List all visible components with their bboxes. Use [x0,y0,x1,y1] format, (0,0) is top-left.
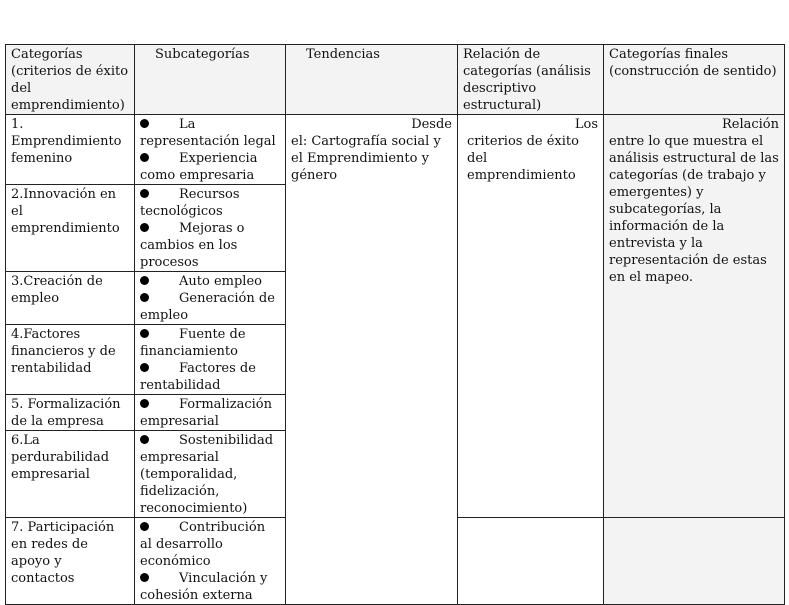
bullet-icon [140,189,149,198]
bullet-icon [140,399,149,408]
subcategory-item: Vinculación y cohesión externa [140,571,268,603]
category-cell: 5. Formalización de la empresa [6,395,135,431]
subcategory-item: Sostenibilidad empresarial (temporalidad, fidelización, reconocimiento) [140,433,274,516]
subcategory-cell [135,325,286,395]
subcategory-item: Factores de rentabilidad [140,361,256,393]
table-row [6,115,785,185]
relacion-lead: Los [574,117,598,132]
subcategory-cell [135,115,286,185]
bullet-icon [140,276,149,285]
bullet-icon [140,223,149,232]
bullet-icon [140,293,149,302]
subcategory-item: Fuente de financiamiento [140,327,246,359]
header-tendencias: Tendencias [286,45,458,115]
subcategory-item: Formalización empresarial [140,397,272,429]
subcategory-cell [135,395,286,431]
subcategory-item: Generación de empleo [140,291,275,323]
subcategory-item: Contribución al desarrollo económico [140,520,266,569]
tendencias-text: el: Cartografía social y el Emprendimiento y género [291,134,441,183]
bullet-icon [140,435,149,444]
category-cell: 6.La perdurabilidad empresarial [6,431,135,518]
bullet-icon [140,119,149,128]
finales-empty-cell [604,518,785,605]
header-row [6,45,785,115]
subcategory-cell [135,431,286,518]
bullet-icon [140,573,149,582]
category-cell: 1. Emprendimiento femenino [6,115,135,185]
subcategory-item: Experiencia como empresaria [140,151,258,183]
header-relacion: Relación de categorías (análisis descriptivo estructural) [458,45,604,115]
category-cell: 4.Factores financieros y de rentabilidad [6,325,135,395]
bullet-icon [140,153,149,162]
bullet-icon [140,522,149,531]
subcategory-item: Mejoras o cambios en los procesos [140,221,245,270]
subcategory-cell [135,272,286,325]
bullet-icon [140,363,149,372]
category-cell: 2.Innovación en el emprendimiento [6,185,135,272]
header-subcategorias: Subcategorías [135,45,286,115]
subcategory-cell [135,518,286,605]
relacion-empty-cell [458,518,604,605]
tendencias-lead: Desde [411,117,452,132]
relacion-text: criterios de éxito del emprendimiento [467,134,579,183]
bullet-icon [140,329,149,338]
finales-text: entre lo que muestra el análisis estructural de las categorías (de trabajo y emergentes) y subcategorías, la información de la entrevista y la representación de estas en el mapeo. [609,134,779,285]
category-cell: 7. Participación en redes de apoyo y contactos [6,518,135,605]
header-categorias: Categorías (criterios de éxito del emprendimiento) [6,45,135,115]
tendencias-cell [286,115,458,605]
relacion-cell [458,115,604,518]
header-categorias-finales: Categorías finales (construcción de sentido) [604,45,785,115]
subcategory-item: La representación legal [140,117,276,149]
subcategory-cell [135,185,286,272]
subcategory-item: Recursos tecnológicos [140,187,240,219]
category-cell: 3.Creación de empleo [6,272,135,325]
finales-lead: Relación [721,117,779,132]
subcategory-item: Auto empleo [140,273,280,290]
categories-table [5,44,785,605]
finales-cell [604,115,785,518]
